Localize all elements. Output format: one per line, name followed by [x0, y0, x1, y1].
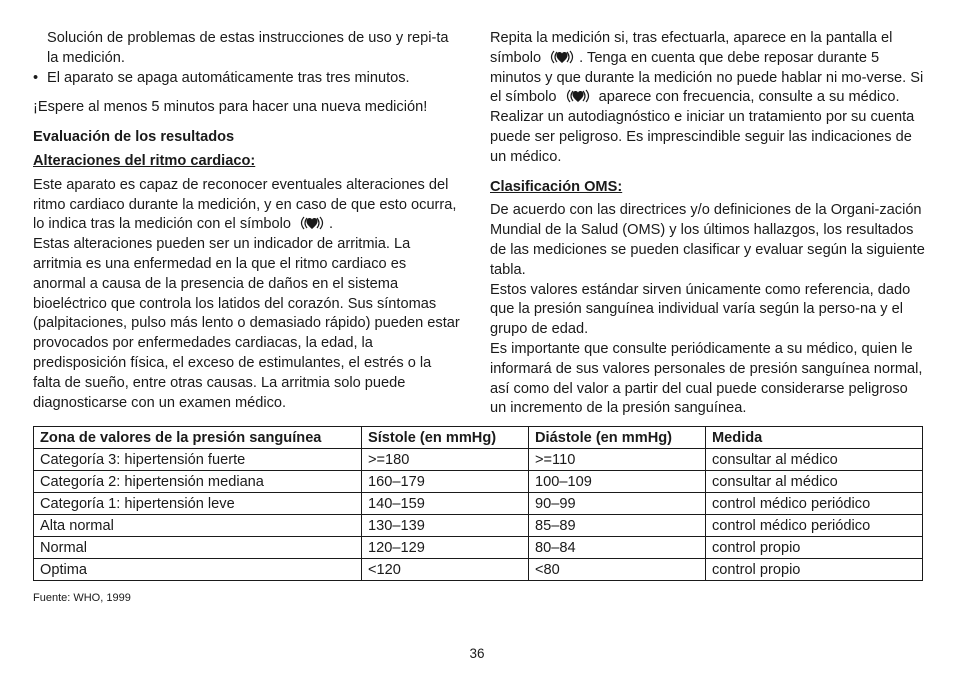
cell-systole: 130–139 [362, 515, 529, 537]
table-row [34, 515, 923, 537]
auto-off-bullet: • El aparato se apaga automáticamente tras tres minutos. [33, 69, 461, 89]
table-row [34, 449, 923, 471]
troubleshooting-text: Solución de problemas de estas instrucciones de uso y repi-ta la medición. [47, 30, 449, 66]
consult-doctor-text: Es importante que consulte periódicamente a su médico, quien le informará de sus valores personales de presión sanguínea normal, así como del valor a partir del cual puede considerarse peligroso un incremento de la presión sanguínea. [490, 340, 923, 417]
header-diastole: Diástole (en mmHg) [529, 427, 706, 449]
cell-systole: >=180 [362, 449, 529, 471]
cell-zone: Optima [34, 559, 362, 581]
arrhythmia-detection-text: Este aparato es capaz de reconocer eventuales alteraciones del ritmo cardiaco durante la medición, y en caso de que esto ocurra, lo indica tras la medición con el símbolo [33, 176, 457, 233]
header-measure: Medida [706, 427, 923, 449]
right-column [490, 29, 926, 419]
cell-systole: <120 [362, 559, 529, 581]
page-number: 36 [469, 646, 485, 661]
cell-systole: 120–129 [362, 537, 529, 559]
cell-zone: Categoría 2: hipertensión mediana [34, 471, 362, 493]
table-header [34, 427, 923, 449]
arrhythmia-explanation: Estas alteraciones pueden ser un indicador de arritmia. La arritmia es una enfermedad en la que el ritmo cardiaco es anormal a causa de la presencia de daños en el sistema bioeléctrico que controla los latidos del corazón. Sus síntomas (palpitaciones, pulso más lento o demasiado rápido) pueden estar provocados por enfermedades cardiacas, la edad, la predisposición física, el exceso de estimulantes, el estrés o la falta de sueño, entre otras causas. La arritmia solo puede diagnosticarse con un examen médico. [33, 236, 460, 411]
who-classification-subheading: Clasificación OMS: [490, 178, 623, 195]
cell-measure: control médico periódico [706, 515, 923, 537]
cell-zone: Normal [34, 537, 362, 559]
cell-diastole: 85–89 [529, 515, 706, 537]
table-row [34, 559, 923, 581]
cell-systole: 140–159 [362, 493, 529, 515]
blood-pressure-table [33, 426, 923, 581]
cell-measure: consultar al médico [706, 449, 923, 471]
arrhythmia-detection-paragraph [33, 176, 461, 235]
cell-measure: control médico periódico [706, 493, 923, 515]
arrhythmia-heart-icon [545, 49, 579, 65]
cell-zone: Categoría 1: hipertensión leve [34, 493, 362, 515]
table-body [34, 449, 923, 581]
cell-diastole: 100–109 [529, 471, 706, 493]
repeat-measurement-paragraph [490, 29, 926, 168]
header-zone: Zona de valores de la presión sanguínea [34, 427, 362, 449]
cell-diastole: 90–99 [529, 493, 706, 515]
cell-diastole: 80–84 [529, 537, 706, 559]
table-source: Fuente: WHO, 1999 [33, 592, 131, 604]
cell-diastole: <80 [529, 559, 706, 581]
who-guidelines-text: De acuerdo con las directrices y/o definiciones de la Organi-zación Mundial de la Salud (OMS) y los últimos hallazgos, los resultados de las mediciones se pueden clasificar y evaluar según la siguiente tabla. [490, 202, 925, 278]
cell-measure: control propio [706, 559, 923, 581]
cell-zone: Alta normal [34, 515, 362, 537]
arrhythmia-heart-icon [561, 88, 595, 104]
arrhythmia-heart-icon [295, 215, 329, 231]
cell-diastole: >=110 [529, 449, 706, 471]
section-heading: Evaluación de los resultados [33, 129, 235, 146]
table-row [34, 471, 923, 493]
table-row [34, 537, 923, 559]
cell-measure: control propio [706, 537, 923, 559]
repeat-text-2: . Tenga en cuenta que debe reposar durante 5 minutos y que durante la medición no puede hablar ni mo-verse. Si el símbolo [490, 49, 924, 106]
arrhythmia-subheading: Alteraciones del ritmo cardiaco: [33, 152, 256, 169]
table-header-row [34, 427, 923, 449]
arrhythmia-detection-end: . [329, 216, 334, 233]
reference-values-text: Estos valores estándar sirven únicamente como referencia, dado que la presión sanguínea individual varía según la perso-na y el grupo de edad. [490, 281, 911, 338]
header-systole: Sístole (en mmHg) [362, 427, 529, 449]
table-row [34, 493, 923, 515]
cell-measure: consultar al médico [706, 471, 923, 493]
cell-zone: Categoría 3: hipertensión fuerte [34, 449, 362, 471]
left-column [33, 29, 461, 413]
repeat-text-3: aparece con frecuencia, consulte a su médico. Realizar un autodiagnóstico e iniciar un tratamiento por su cuenta puede ser peligroso. Es imprescindible seguir las indicaciones de un médico. [490, 89, 915, 165]
cell-systole: 160–179 [362, 471, 529, 493]
repeat-text-1: Repita la medición si, tras efectuarla, aparece en la pantalla el símbolo [490, 30, 893, 66]
wait-note: ¡Espere al menos 5 minutos para hacer una nueva medición! [33, 99, 428, 116]
